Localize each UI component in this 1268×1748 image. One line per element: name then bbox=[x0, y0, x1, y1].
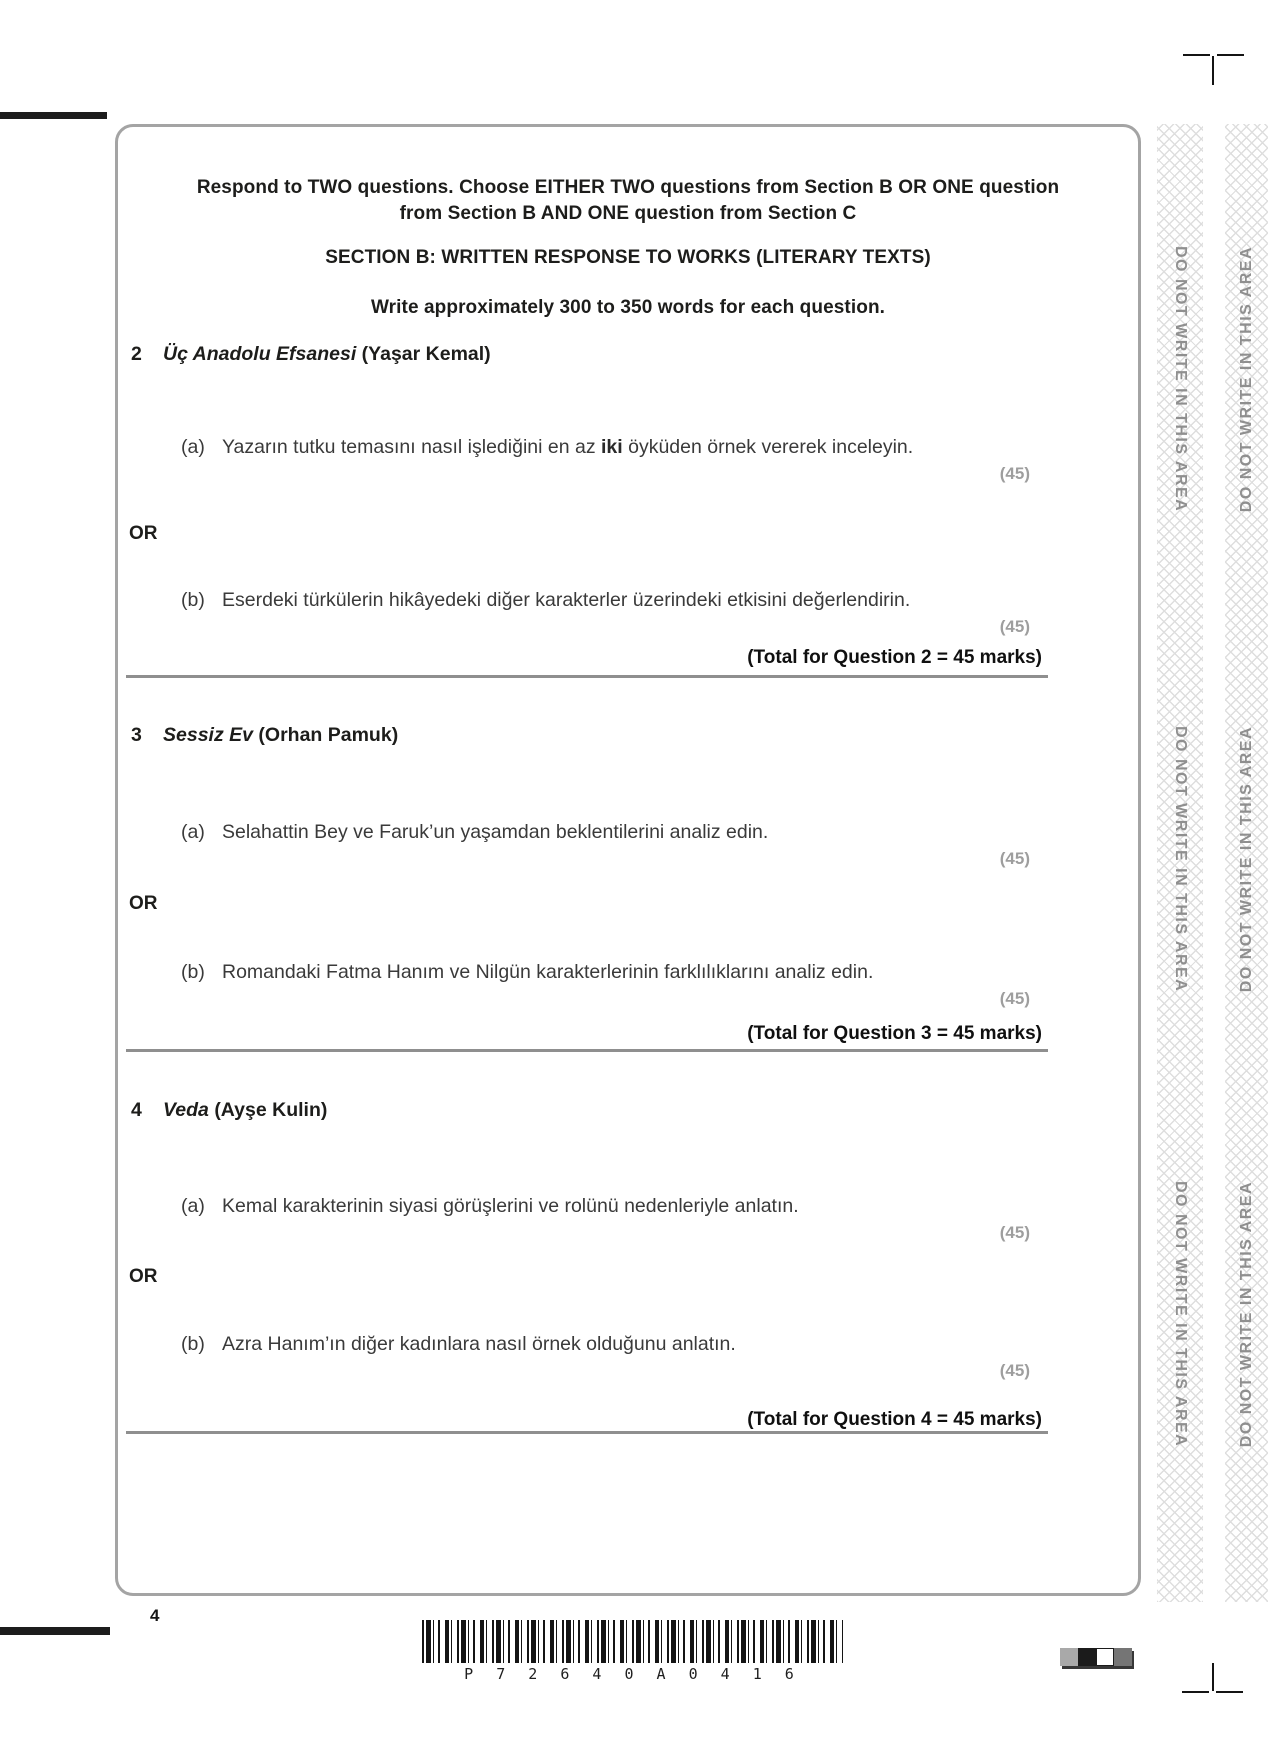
question-2a-label: (a) bbox=[181, 436, 205, 458]
top-left-print-bar bbox=[0, 112, 107, 119]
question-3a-marks: (45) bbox=[999, 849, 1030, 868]
print-calibration-squares bbox=[1060, 1648, 1132, 1666]
do-not-write-text: DO NOT WRITE IN THIS AREA bbox=[1172, 245, 1189, 513]
word-count-instruction: Write approximately 300 to 350 words for each question. bbox=[370, 297, 886, 318]
do-not-write-strip-inner bbox=[1157, 124, 1203, 1602]
or-label-q4: OR bbox=[129, 1266, 158, 1287]
question-3a-text: Selahattin Bey ve Faruk’un yaşamdan beklentilerini analiz edin. bbox=[222, 821, 769, 843]
question-3b-text: Romandaki Fatma Hanım ve Nilgün karakterlerinin farklılıklarını analiz edin. bbox=[222, 961, 874, 983]
question-3b-marks: (45) bbox=[999, 989, 1030, 1008]
question-2a bbox=[181, 436, 913, 459]
question-2-title bbox=[131, 343, 491, 366]
question-3-author: (Orhan Pamuk) bbox=[258, 724, 399, 746]
question-3-divider bbox=[126, 1049, 1048, 1052]
question-2a-marks: (45) bbox=[999, 464, 1030, 483]
section-title: SECTION B: WRITTEN RESPONSE TO WORKS (LITERARY TEXTS) bbox=[325, 247, 931, 268]
question-4-divider bbox=[126, 1431, 1048, 1434]
question-4a-text: Kemal karakterinin siyasi görüşlerini ve rolünü nedenleriyle anlatın. bbox=[222, 1195, 799, 1217]
question-2-total: (Total for Question 2 = 45 marks) bbox=[747, 647, 1042, 668]
question-3a-label: (a) bbox=[181, 821, 205, 843]
question-3a bbox=[181, 821, 768, 844]
question-2b-text: Eserdeki türkülerin hikâyedeki diğer karakterler üzerindeki etkisini değerlendirin. bbox=[222, 589, 911, 611]
question-3b bbox=[181, 961, 873, 984]
question-3-total: (Total for Question 3 = 45 marks) bbox=[747, 1023, 1042, 1044]
question-2a-text: Yazarın tutku temasını nasıl işlediğini en az iki öyküden örnek vererek inceleyin. bbox=[222, 436, 914, 458]
or-label-q2: OR bbox=[129, 523, 158, 544]
question-4b-marks: (45) bbox=[999, 1361, 1030, 1380]
do-not-write-text: DO NOT WRITE IN THIS AREA bbox=[1172, 725, 1189, 993]
question-4-title bbox=[131, 1099, 327, 1122]
question-4a bbox=[181, 1195, 799, 1218]
question-4-total: (Total for Question 4 = 45 marks) bbox=[747, 1409, 1042, 1430]
question-3-book: Sessiz Ev bbox=[163, 724, 253, 746]
question-2b-marks: (45) bbox=[999, 617, 1030, 636]
instruction-line-1: Respond to TWO questions. Choose EITHER TWO questions from Section B OR ONE question bbox=[196, 177, 1060, 198]
question-2b bbox=[181, 589, 910, 612]
do-not-write-text: DO NOT WRITE IN THIS AREA bbox=[1237, 1180, 1255, 1448]
do-not-write-text: DO NOT WRITE IN THIS AREA bbox=[1172, 1180, 1189, 1448]
question-3-title bbox=[131, 724, 398, 747]
question-2-number: 2 bbox=[131, 343, 142, 365]
page-number: 4 bbox=[150, 1606, 160, 1625]
question-2b-label: (b) bbox=[181, 589, 205, 611]
question-4-author: (Ayşe Kulin) bbox=[214, 1099, 328, 1121]
bottom-left-print-bar bbox=[0, 1627, 110, 1635]
or-label-q3: OR bbox=[129, 893, 158, 914]
question-4a-marks: (45) bbox=[999, 1223, 1030, 1242]
question-4b-text: Azra Hanım’ın diğer kadınlara nasıl örnek olduğunu anlatın. bbox=[222, 1333, 736, 1355]
question-4-number: 4 bbox=[131, 1099, 142, 1121]
question-4-book: Veda bbox=[163, 1099, 209, 1121]
question-content-box bbox=[115, 124, 1141, 1596]
question-4a-label: (a) bbox=[181, 1195, 205, 1217]
do-not-write-text: DO NOT WRITE IN THIS AREA bbox=[1237, 725, 1255, 993]
question-4b-label: (b) bbox=[181, 1333, 205, 1355]
question-4b bbox=[181, 1333, 736, 1356]
question-2-divider bbox=[126, 675, 1048, 678]
question-3-number: 3 bbox=[131, 724, 142, 746]
do-not-write-text: DO NOT WRITE IN THIS AREA bbox=[1237, 245, 1255, 513]
question-3b-label: (b) bbox=[181, 961, 205, 983]
barcode-text: P 7 2 6 4 0 A 0 4 1 6 bbox=[464, 1665, 801, 1683]
question-2-book: Üç Anadolu Efsanesi bbox=[163, 343, 357, 365]
do-not-write-strip-outer bbox=[1225, 124, 1268, 1602]
barcode-image bbox=[422, 1620, 843, 1663]
instruction-line-2: from Section B AND ONE question from Section C bbox=[399, 203, 857, 224]
question-2-author: (Yaşar Kemal) bbox=[361, 343, 491, 365]
